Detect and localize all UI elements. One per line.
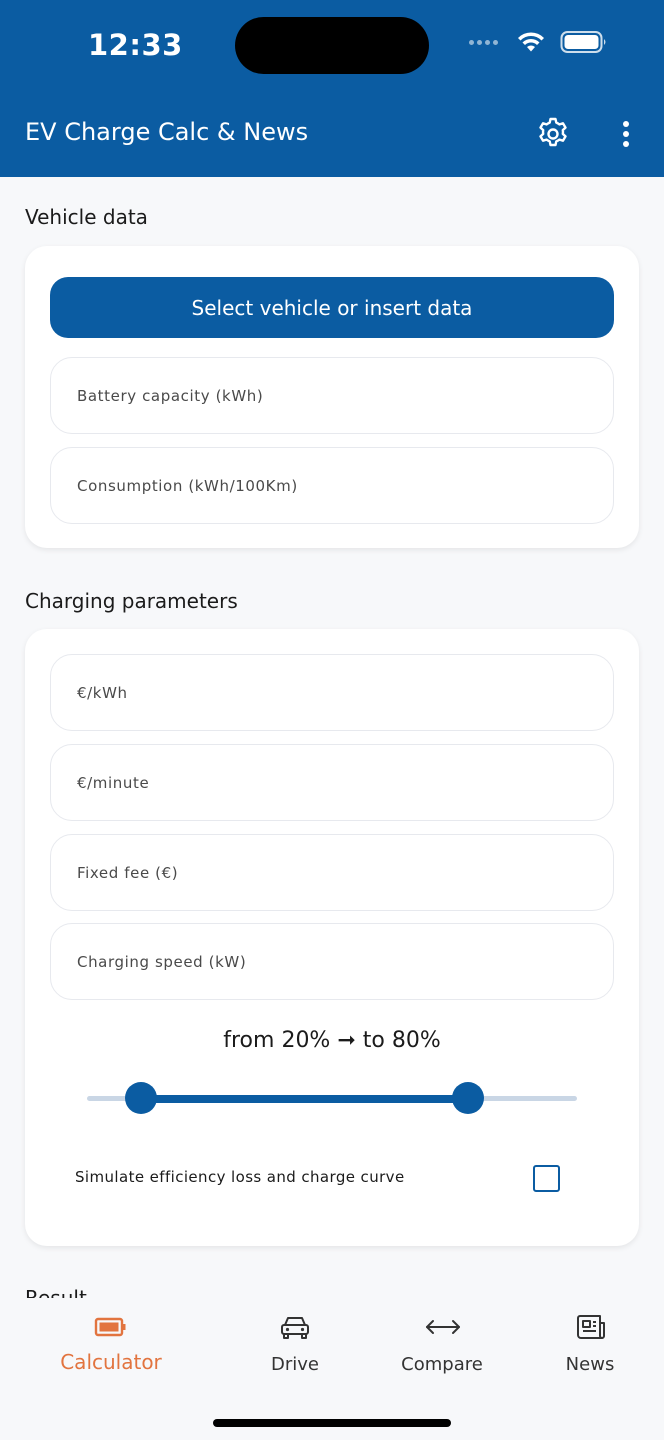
battery-status-icon <box>560 30 608 54</box>
settings-gear-icon[interactable] <box>535 116 571 152</box>
simulate-efficiency-label: Simulate efficiency loss and charge curve <box>75 1168 405 1186</box>
fixed-fee-input[interactable]: Fixed fee (€) <box>50 834 614 911</box>
nav-label-news: News <box>565 1354 615 1375</box>
consumption-input[interactable]: Consumption (kWh/100Km) <box>50 447 614 524</box>
charge-range-slider-active <box>141 1095 468 1103</box>
battery-icon <box>94 1316 128 1338</box>
charging-section-title: Charging parameters <box>25 589 238 613</box>
price-per-minute-input[interactable]: €/minute <box>50 744 614 821</box>
cellular-signal-icon <box>469 40 498 45</box>
nav-label-compare: Compare <box>401 1354 483 1375</box>
car-icon <box>279 1314 311 1340</box>
charge-range-label: from 20% ➞ to 80% <box>223 1028 441 1053</box>
select-vehicle-button[interactable]: Select vehicle or insert data <box>50 277 614 338</box>
status-time: 12:33 <box>88 28 183 62</box>
home-indicator <box>213 1419 451 1427</box>
newspaper-icon <box>575 1313 607 1341</box>
compare-arrows-icon <box>424 1316 462 1338</box>
charging-speed-input[interactable]: Charging speed (kW) <box>50 923 614 1000</box>
status-icons <box>469 30 608 54</box>
price-per-kwh-input[interactable]: €/kWh <box>50 654 614 731</box>
battery-capacity-input[interactable]: Battery capacity (kWh) <box>50 357 614 434</box>
dynamic-island <box>235 17 429 74</box>
wifi-icon <box>516 30 546 54</box>
more-options-icon[interactable] <box>612 116 640 152</box>
nav-label-drive: Drive <box>271 1354 319 1375</box>
app-title: EV Charge Calc & News <box>25 118 309 146</box>
simulate-efficiency-checkbox[interactable] <box>533 1165 560 1192</box>
vehicle-section-title: Vehicle data <box>25 205 148 229</box>
range-to-thumb[interactable] <box>452 1082 484 1114</box>
nav-label-calculator: Calculator <box>60 1350 162 1374</box>
app-bar <box>0 0 664 177</box>
